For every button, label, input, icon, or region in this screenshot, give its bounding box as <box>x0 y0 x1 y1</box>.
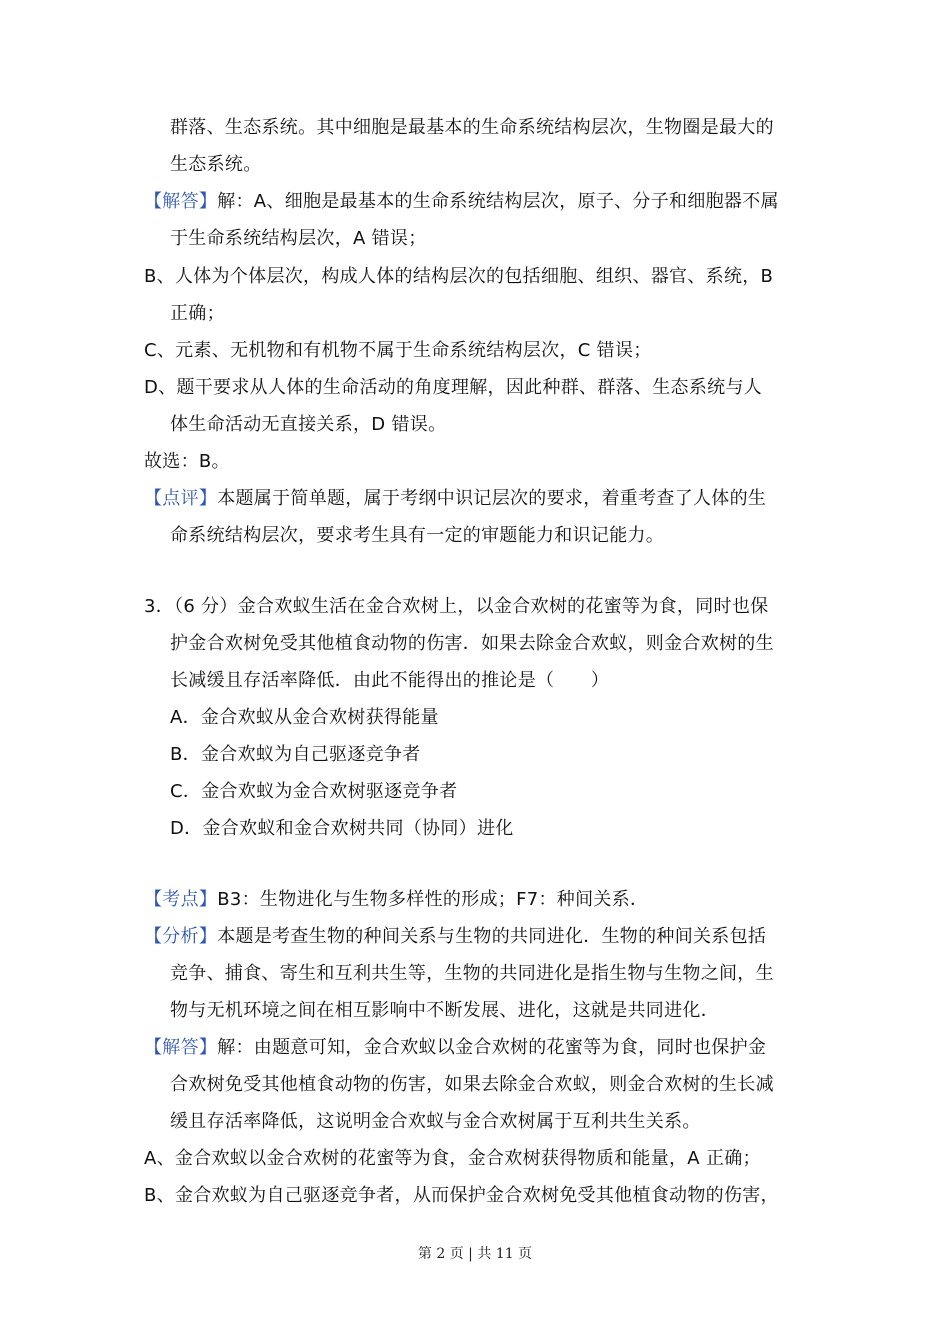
fenxi-tag: 【分析】 <box>144 926 218 947</box>
jieda-paragraph-line-1 <box>144 1035 766 1061</box>
kaodian-tag: 【考点】 <box>144 889 218 910</box>
fenxi-paragraph-line-2: 竞争、捕食、寄生和互利共生等，生物的共同进化是指生物与生物之间，生 <box>170 963 774 984</box>
question-3-option-b: B．金合欢蚁为自己驱逐竞争者 <box>170 744 421 765</box>
kaodian-paragraph <box>144 887 648 913</box>
option-c-explanation: C、元素、无机物和有机物不属于生命系统结构层次，C 错误； <box>144 340 652 361</box>
option-a-analysis: A、金合欢蚁以金合欢树的花蜜等为食，金合欢树获得物质和能量，A 正确； <box>144 1148 761 1169</box>
analysis-continued-line-1: 群落、生态系统。其中细胞是最基本的生命系统结构层次，生物圈是最大的 <box>170 117 774 138</box>
fenxi-paragraph-line-3: 物与无机环境之间在相互影响中不断发展、进化，这就是共同进化． <box>170 1000 719 1021</box>
answer-paragraph-line-1 <box>144 189 779 215</box>
page-footer: 第 2 页 | 共 11 页 <box>417 1246 533 1262</box>
final-choice: 故选：B。 <box>144 451 230 472</box>
answer-text: 解：A、细胞是最基本的生命系统结构层次，原子、分子和细胞器不属 <box>217 191 779 212</box>
option-b-analysis: B、金合欢蚁为自己驱逐竞争者，从而保护金合欢树免受其他植食动物的伤害， <box>144 1185 779 1206</box>
question-3-option-c: C．金合欢蚁为金合欢树驱逐竞争者 <box>170 781 458 802</box>
jieda-tag: 【解答】 <box>144 1037 218 1058</box>
question-3-option-a: A．金合欢蚁从金合欢树获得能量 <box>170 707 439 728</box>
answer-paragraph-line-2: 于生命系统结构层次，A 错误； <box>170 228 427 249</box>
option-b-explanation-line-2: 正确； <box>170 303 225 324</box>
question-3-stem-line-3: 长减缓且存活率降低．由此不能得出的推论是（ ） <box>170 670 610 691</box>
comment-text: 本题属于简单题，属于考纲中识记层次的要求，着重考查了人体的生 <box>217 488 767 509</box>
comment-paragraph-line-2: 命系统结构层次，要求考生具有一定的审题能力和识记能力。 <box>170 525 665 546</box>
jieda-text: 解：由题意可知，金合欢蚁以金合欢树的花蜜等为食，同时也保护金 <box>217 1037 767 1058</box>
jieda-paragraph-line-3: 缓且存活率降低，这说明金合欢蚁与金合欢树属于互利共生关系。 <box>170 1111 701 1132</box>
comment-tag: 【点评】 <box>144 488 218 509</box>
comment-paragraph-line-1 <box>144 486 766 512</box>
question-3-stem-line-2: 护金合欢树免受其他植食动物的伤害．如果去除金合欢蚁，则金合欢树的生 <box>170 633 774 654</box>
fenxi-paragraph-line-1 <box>144 924 766 950</box>
kaodian-text: B3：生物进化与生物多样性的形成；F7：种间关系． <box>217 889 649 910</box>
option-d-explanation-line-1: D、题干要求从人体的生命活动的角度理解，因此种群、群落、生态系统与人 <box>144 377 763 398</box>
question-3-stem-line-1: 3．（6 分）金合欢蚁生活在金合欢树上，以金合欢树的花蜜等为食，同时也保 <box>144 596 769 617</box>
jieda-paragraph-line-2: 合欢树免受其他植食动物的伤害，如果去除金合欢蚁，则金合欢树的生长减 <box>170 1074 774 1095</box>
option-b-explanation-line-1: B、人体为个体层次，构成人体的结构层次的包括细胞、组织、器官、系统，B <box>144 266 774 287</box>
fenxi-text: 本题是考查生物的种间关系与生物的共同进化．生物的种间关系包括 <box>217 926 767 947</box>
answer-tag: 【解答】 <box>144 191 218 212</box>
question-3-option-d: D．金合欢蚁和金合欢树共同（协同）进化 <box>170 818 514 839</box>
analysis-continued-line-2: 生态系统。 <box>170 154 262 175</box>
option-d-explanation-line-2: 体生命活动无直接关系，D 错误。 <box>170 414 447 435</box>
